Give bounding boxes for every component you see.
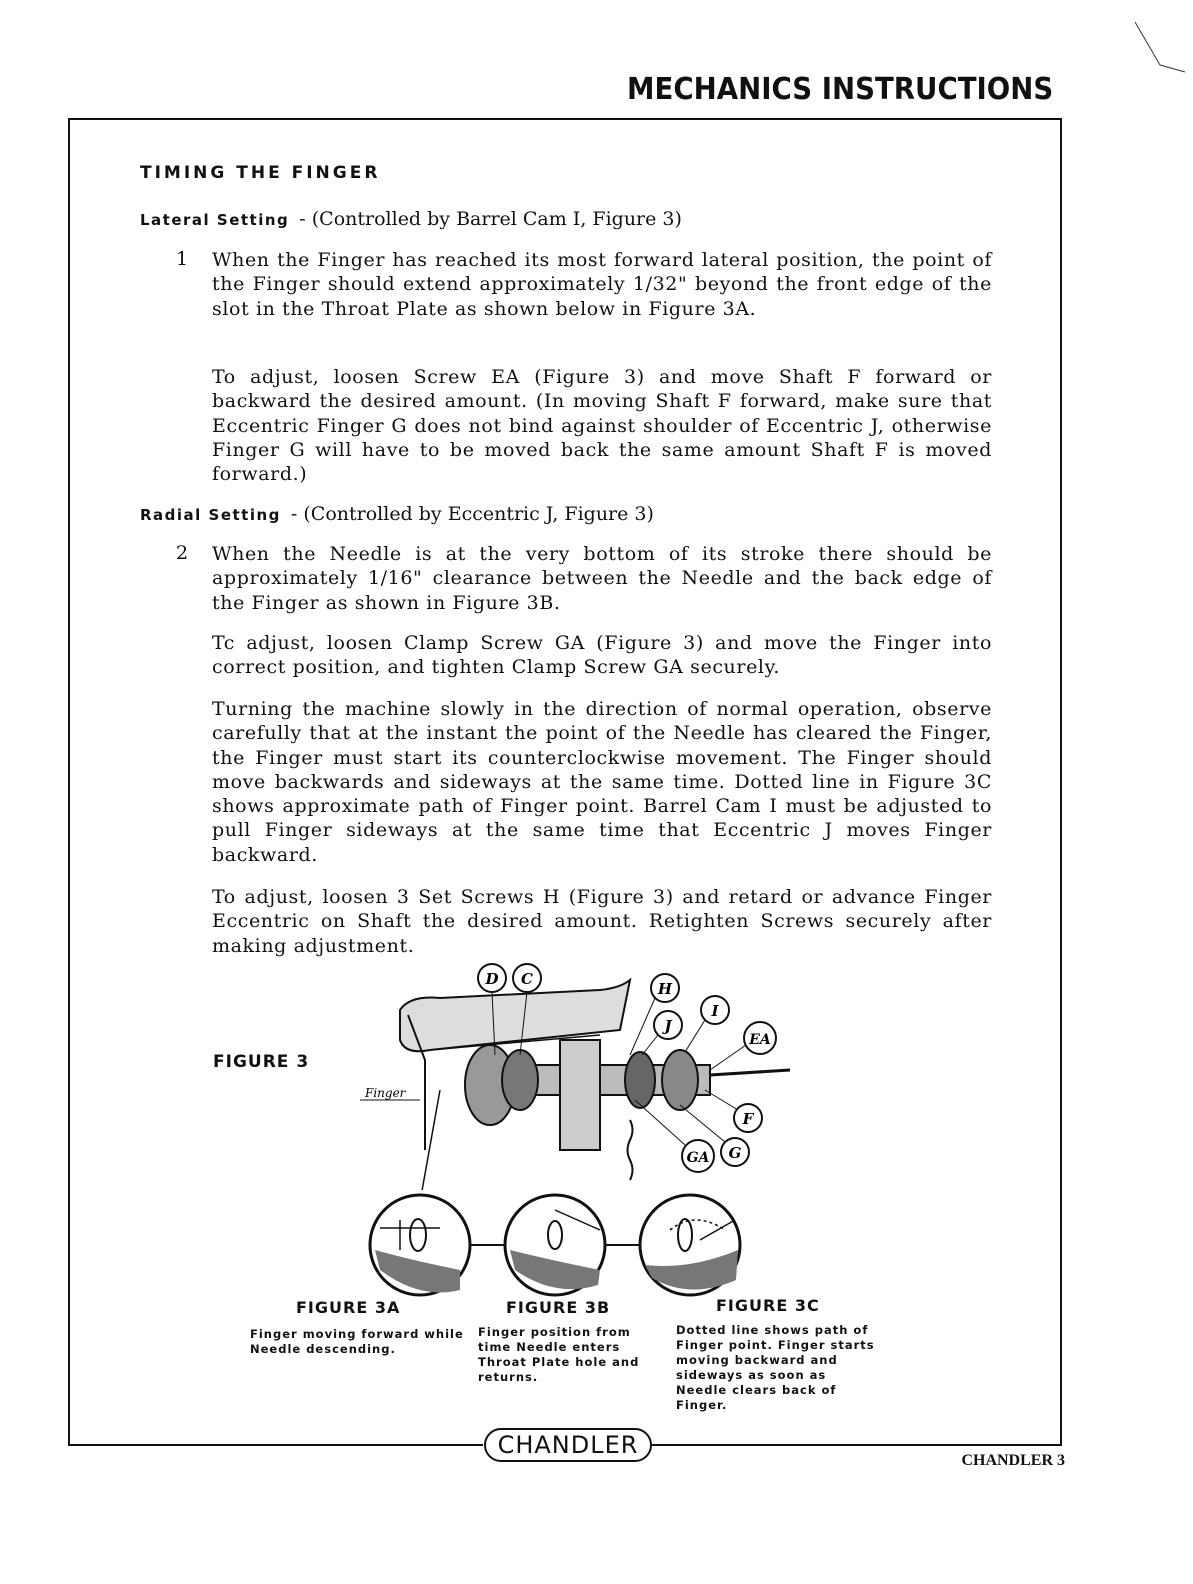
chandler-logo: CHANDLER	[484, 1428, 652, 1462]
svg-text:I: I	[711, 1002, 719, 1020]
callout-D	[478, 964, 506, 992]
figure-3-label: FIGURE 3	[213, 1052, 310, 1072]
callout-EA	[744, 1022, 776, 1054]
radial-step-text: When the Needle is at the very bottom of its stroke there should be approximately 1/16" clearance between the Needle and the back edge of the Finger as shown in Figure 3B.	[212, 543, 992, 614]
page-number: CHANDLER 3	[961, 1452, 1065, 1469]
svg-text:F: F	[742, 1110, 754, 1128]
svg-text:C: C	[521, 970, 533, 988]
svg-text:EA: EA	[749, 1032, 771, 1048]
lateral-setting-label: Lateral Setting	[140, 211, 290, 229]
lateral-adjust-text: To adjust, loosen Screw EA (Figure 3) and move Shaft F forward or backward the desired amount. (In moving Shaft F forward, make sure that Eccentric Finger G does not bind against shoulder of Eccentric J, otherwise Finger G will have to be moved back the same amount Shaft F is moved forward.)	[212, 366, 992, 486]
radial-final-text: To adjust, loosen 3 Set Screws H (Figure 3) and retard or advance Finger Eccentric on Shaft the desired amount. Retighten Screws securely after making adjustment.	[212, 886, 992, 957]
lateral-setting-note: - (Controlled by Barrel Cam I, Figure 3)	[299, 208, 682, 230]
figure-3a-label: FIGURE 3A	[296, 1298, 401, 1317]
step-number-2: 2	[176, 542, 189, 564]
inset-3c	[640, 1195, 740, 1295]
finger-label: Finger	[365, 1086, 406, 1100]
footer-rule-left	[68, 1444, 483, 1446]
callout-G	[721, 1138, 749, 1166]
figure-3b-caption: Finger position from time Needle enters Throat Plate hole and returns.	[478, 1325, 640, 1384]
page-header-title: MECHANICS INSTRUCTIONS	[626, 72, 1053, 107]
radial-setting-heading	[140, 503, 654, 525]
lateral-step-text: When the Finger has reached its most forward lateral position, the point of the Finger should extend approximately 1/32" beyond the front edge of the slot in the Throat Plate as shown below in Figure 3A.	[212, 249, 992, 320]
figure-3b-label: FIGURE 3B	[506, 1298, 611, 1317]
inset-3a	[370, 1195, 470, 1295]
figure-3c-label: FIGURE 3C	[716, 1296, 820, 1315]
corner-mark	[1130, 20, 1190, 80]
figure-3c-caption: Dotted line shows path of Finger point. Finger starts moving backward and sideways as soon as Needle clears back of Finger.	[676, 1323, 875, 1412]
radial-adjust-text: Tc adjust, loosen Clamp Screw GA (Figure 3) and move the Finger into correct position, and tighten Clamp Screw GA securely.	[212, 632, 992, 679]
figure-3-insets	[360, 1190, 760, 1300]
svg-text:J: J	[664, 1017, 672, 1035]
callout-F	[734, 1104, 762, 1132]
callout-H	[651, 974, 679, 1002]
lateral-setting-heading	[140, 208, 682, 230]
footer-rule-right	[652, 1444, 1062, 1446]
svg-text:GA: GA	[686, 1150, 710, 1166]
callout-J	[654, 1011, 682, 1039]
svg-text:H: H	[657, 980, 673, 998]
callout-I	[701, 996, 729, 1024]
callout-C	[513, 964, 541, 992]
svg-text:G: G	[728, 1144, 742, 1162]
figure-3a-caption: Finger moving forward while Needle descending.	[250, 1327, 464, 1356]
callout-GA	[682, 1140, 714, 1172]
radial-setting-note: - (Controlled by Eccentric J, Figure 3)	[290, 503, 654, 525]
radial-setting-label: Radial Setting	[140, 506, 281, 524]
inset-3b	[505, 1195, 605, 1295]
radial-turning-text: Turning the machine slowly in the direction of normal operation, observe carefully that at the instant the point of the Needle has cleared the Finger, the Finger must start its counterclockwise movement. The Finger should move backwards and sideways at the same time. Dotted line in Figure 3C shows approximate path of Finger point. Barrel Cam I must be adjusted to pull Finger sideways at the same time that Eccentric J moves Finger backward.	[212, 698, 992, 866]
step-number-1: 1	[176, 248, 189, 270]
figure-3-drawing	[330, 960, 800, 1190]
section-title: TIMING THE FINGER	[140, 163, 381, 183]
svg-text:D: D	[485, 970, 499, 988]
